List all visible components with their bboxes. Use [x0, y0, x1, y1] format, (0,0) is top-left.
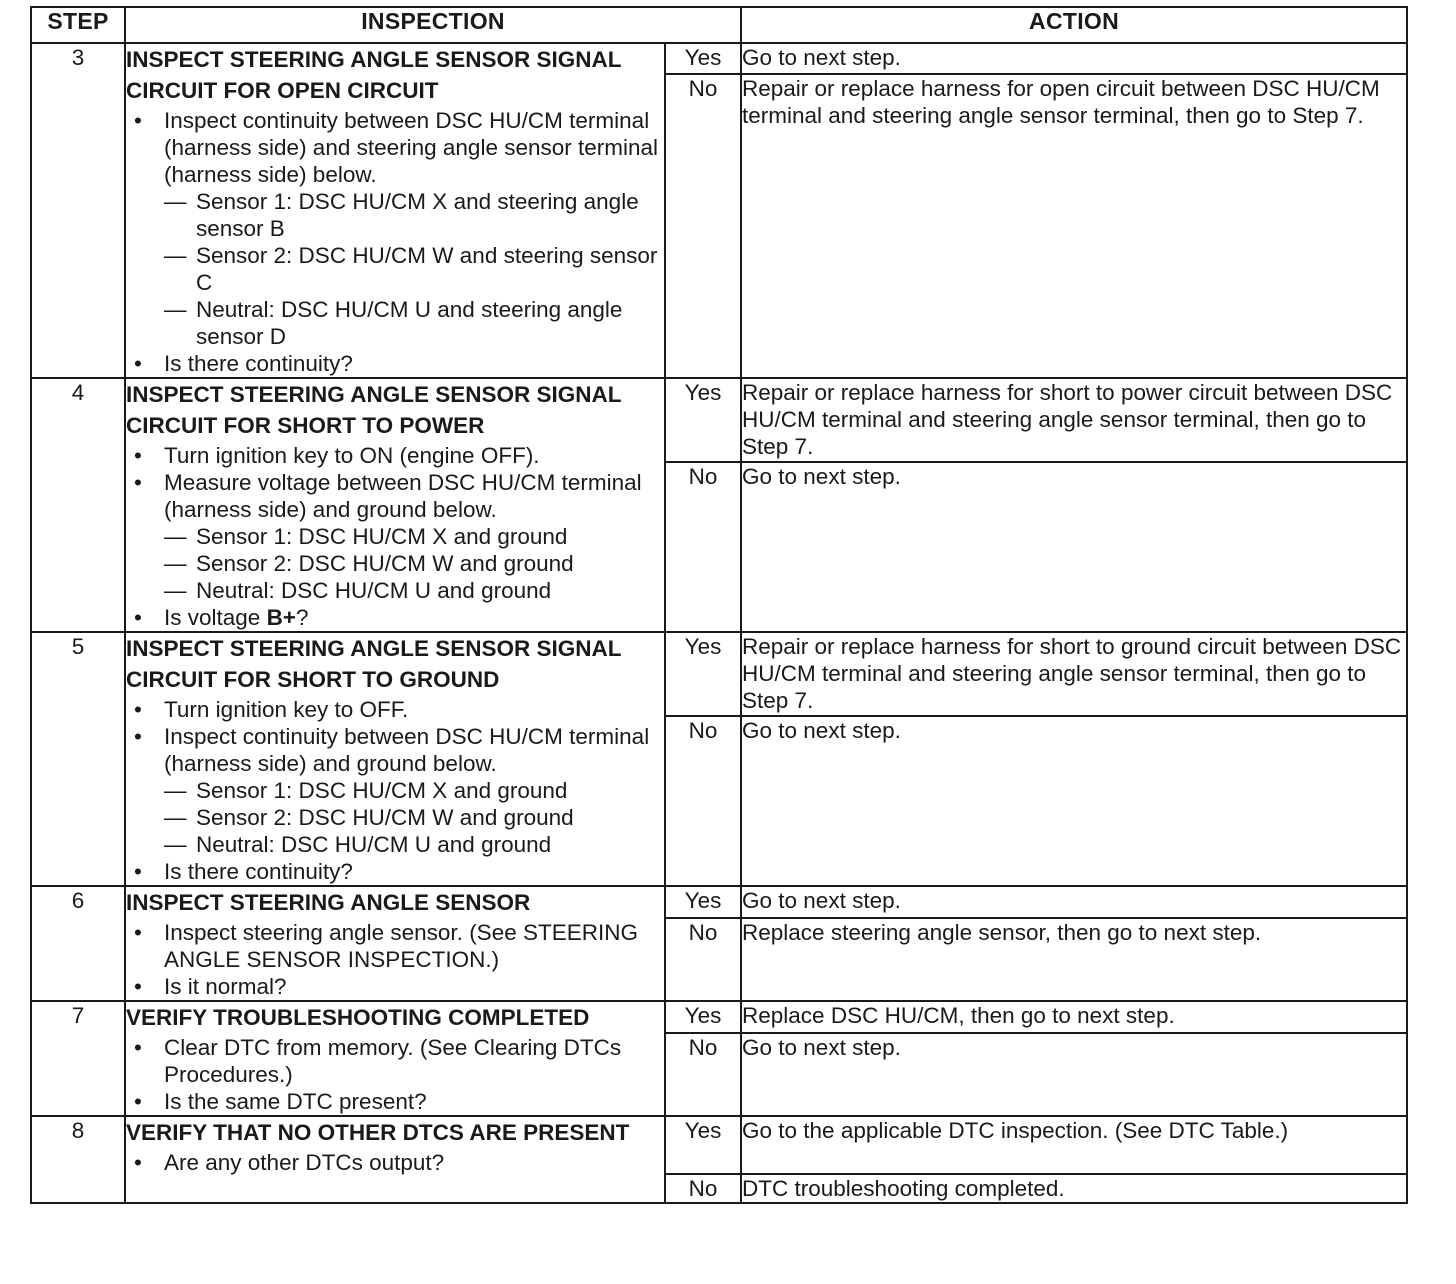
no-action: Repair or replace harness for open circuit between DSC HU/CM terminal and steering angle sensor terminal, then go to Step 7. — [741, 74, 1407, 378]
step-4-yes-row — [31, 378, 1407, 462]
bullet-item: • Inspect continuity between DSC HU/CM terminal (harness side) and steering angle sensor terminal (harness side) below. — [134, 108, 659, 187]
bullet-item: • Is voltage B+? — [134, 605, 309, 630]
no-label: No — [665, 462, 741, 632]
bullet-icon: • — [134, 443, 142, 468]
no-action: Go to next step. — [741, 1033, 1407, 1116]
bullet-icon: • — [134, 724, 142, 749]
step-number: 3 — [31, 43, 125, 378]
dash-item: — Sensor 1: DSC HU/CM X and ground — [164, 778, 568, 803]
dash-icon: — — [164, 805, 187, 830]
no-action: Go to next step. — [741, 462, 1407, 632]
header-row — [31, 7, 1407, 43]
step-title: INSPECT STEERING ANGLE SENSOR SIGNAL CIRCUIT FOR SHORT TO POWER — [126, 382, 622, 438]
step-number: 5 — [31, 632, 125, 886]
yes-label: Yes — [665, 886, 741, 918]
bullet-icon: • — [134, 108, 142, 133]
step-8-yes-row — [31, 1116, 1407, 1174]
bullet-item: • Measure voltage between DSC HU/CM terminal (harness side) and ground below. — [134, 470, 642, 522]
bullet-icon: • — [134, 920, 142, 945]
step-number: 8 — [31, 1116, 125, 1203]
step-number: 6 — [31, 886, 125, 1001]
step-7-inspection — [125, 1001, 665, 1116]
dash-item: — Sensor 1: DSC HU/CM X and ground — [164, 524, 568, 549]
step-6-inspection — [125, 886, 665, 1001]
yes-action: Go to the applicable DTC inspection. (See DTC Table.) — [741, 1116, 1407, 1174]
dash-icon: — — [164, 578, 187, 603]
dash-item: — Neutral: DSC HU/CM U and steering angle sensor D — [164, 297, 623, 349]
bullet-item: • Turn ignition key to ON (engine OFF). — [134, 443, 540, 468]
bullet-icon: • — [134, 351, 142, 376]
step-title: VERIFY TROUBLESHOOTING COMPLETED — [126, 1005, 590, 1030]
step-8-inspection — [125, 1116, 665, 1203]
header-action: ACTION — [741, 7, 1407, 43]
dash-icon: — — [164, 832, 187, 857]
yes-label: Yes — [665, 43, 741, 74]
step-title: INSPECT STEERING ANGLE SENSOR — [126, 890, 531, 915]
dash-item: — Sensor 2: DSC HU/CM W and ground — [164, 551, 574, 576]
bullet-item: • Inspect continuity between DSC HU/CM terminal (harness side) and ground below. — [134, 724, 650, 776]
step-title: VERIFY THAT NO OTHER DTCS ARE PRESENT — [126, 1120, 630, 1145]
no-label: No — [665, 716, 741, 886]
yes-label: Yes — [665, 1116, 741, 1174]
bullet-item: • Turn ignition key to OFF. — [134, 697, 409, 722]
yes-label: Yes — [665, 378, 741, 462]
bullet-icon: • — [134, 974, 142, 999]
step-title: INSPECT STEERING ANGLE SENSOR SIGNAL CIRCUIT FOR SHORT TO GROUND — [126, 636, 622, 692]
dash-item: — Sensor 1: DSC HU/CM X and steering angle sensor B — [164, 189, 639, 241]
step-3-inspection — [125, 43, 665, 378]
dash-item: — Neutral: DSC HU/CM U and ground — [164, 832, 552, 857]
bullet-item: • Is the same DTC present? — [134, 1089, 427, 1114]
no-label: No — [665, 74, 741, 378]
bullet-item: • Is there continuity? — [134, 351, 353, 376]
dash-icon: — — [164, 524, 187, 549]
step-4-inspection — [125, 378, 665, 632]
bullet-icon: • — [134, 1150, 142, 1175]
no-label: No — [665, 1174, 741, 1203]
step-number: 4 — [31, 378, 125, 632]
dash-icon: — — [164, 189, 187, 214]
yes-action: Go to next step. — [741, 886, 1407, 918]
step-title: INSPECT STEERING ANGLE SENSOR SIGNAL CIRCUIT FOR OPEN CIRCUIT — [126, 47, 622, 103]
header-inspection: INSPECTION — [125, 7, 741, 43]
no-action: DTC troubleshooting completed. — [741, 1174, 1407, 1203]
bullet-item: • Clear DTC from memory. (See Clearing DTCs Procedures.) — [134, 1035, 622, 1087]
dash-item: — Neutral: DSC HU/CM U and ground — [164, 578, 552, 603]
no-label: No — [665, 918, 741, 1001]
step-5-yes-row — [31, 632, 1407, 716]
bullet-icon: • — [134, 697, 142, 722]
header-step: STEP — [31, 7, 125, 43]
bullet-item: • Is it normal? — [134, 974, 287, 999]
dash-icon: — — [164, 243, 187, 268]
step-5-inspection — [125, 632, 665, 886]
no-action: Replace steering angle sensor, then go to next step. — [741, 918, 1407, 1001]
bullet-icon: • — [134, 1089, 142, 1114]
no-action: Go to next step. — [741, 716, 1407, 886]
step-7-yes-row — [31, 1001, 1407, 1033]
dash-icon: — — [164, 297, 187, 322]
no-label: No — [665, 1033, 741, 1116]
yes-label: Yes — [665, 1001, 741, 1033]
yes-action: Replace DSC HU/CM, then go to next step. — [741, 1001, 1407, 1033]
yes-action: Repair or replace harness for short to power circuit between DSC HU/CM terminal and steering angle sensor terminal, then go to Step 7. — [741, 378, 1407, 462]
bullet-icon: • — [134, 470, 142, 495]
dash-item: — Sensor 2: DSC HU/CM W and ground — [164, 805, 574, 830]
bullet-item: • Is there continuity? — [134, 859, 353, 884]
bullet-icon: • — [134, 1035, 142, 1060]
yes-action: Go to next step. — [741, 43, 1407, 74]
bullet-item: • Inspect steering angle sensor. (See STEERING ANGLE SENSOR INSPECTION.) — [134, 920, 638, 972]
yes-label: Yes — [665, 632, 741, 716]
bullet-item: • Are any other DTCs output? — [134, 1150, 445, 1175]
yes-action: Repair or replace harness for short to ground circuit between DSC HU/CM terminal and steering angle sensor terminal, then go to Step 7. — [741, 632, 1407, 716]
dash-icon: — — [164, 551, 187, 576]
dash-item: — Sensor 2: DSC HU/CM W and steering sensor C — [164, 243, 658, 295]
step-3-yes-row — [31, 43, 1407, 74]
dtc-troubleshooting-table — [30, 6, 1408, 1204]
bullet-icon: • — [134, 859, 142, 884]
bullet-icon: • — [134, 605, 142, 630]
step-number: 7 — [31, 1001, 125, 1116]
step-6-yes-row — [31, 886, 1407, 918]
dash-icon: — — [164, 778, 187, 803]
